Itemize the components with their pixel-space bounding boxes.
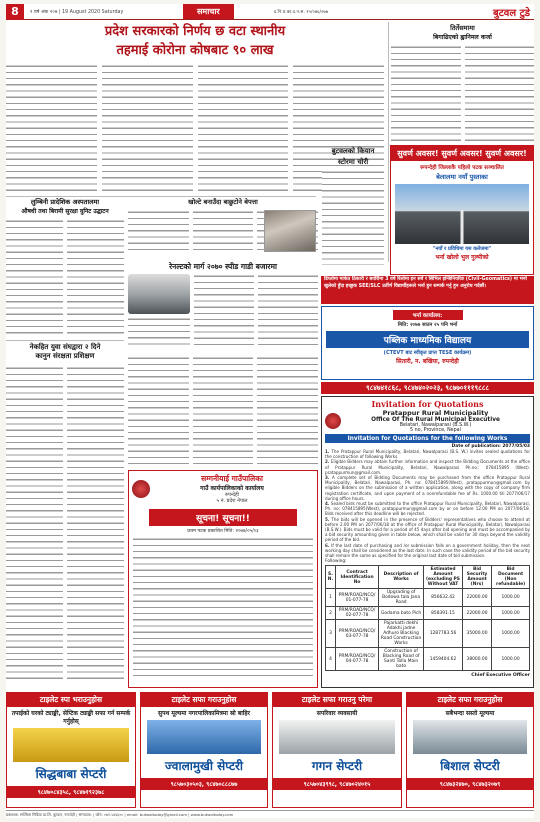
table-cell: 856632.42 [424,589,463,607]
story-headline: नेकहित युवा संघद्वारा २ दिने [29,343,101,351]
truck-image [147,720,261,754]
school-name: पब्लिक माध्यमिक विद्यालय [326,331,529,348]
ad-cta: भर्ना खोलो भुल गुल्मीको [435,254,489,261]
notice-following: Following: [325,559,347,565]
ad-name: बिशाल सेप्टरी [440,759,500,773]
table-cell: Construction of Blacking Road of Santi Tolla Main bato [379,648,424,671]
table-cell: 38000.00 [462,648,491,671]
ad-phone: ९८४७०८४३५८, ९८४७१९२३७८ [7,786,135,798]
notice-para: 1. The Pratappur Rural Municipality, Belatari, Nawalparasi (B.S. W.) invites sealed quotations for the construction of following Works. [325,449,531,460]
table-cell: PRM/ROAD/NCQ/ 04-077-78 [335,648,378,671]
school-subtitle: (CTEVT बाट स्वीकृत प्राप्त TESE कार्यक्रम) [383,350,472,356]
road-image [395,184,529,244]
theft-story-box [322,146,384,266]
works-table [325,565,530,671]
notice-banner: सूचना! सूचना!! [149,509,297,526]
phone-strip: ९८४७४१८६८, ९८४७४०२०२३, ९८७७०१११९८८८ [321,382,534,394]
notice-para: 3. A complete set of Bidding Documents may be purchased from the office Pratappur Rural Municipality, Belatari, Nawalparasi, Ph. no: 078415895(West), pratappurmun@gmail.com by eligible Bidders on the submission of a written application, along with the copy of company firm registration certificate, and upon payment of a nonrefundable fee of Rs. 1000.00 till 2077/06/17 during office hours. [325,475,530,501]
notice-signoff: Chief Executive Officer [471,673,530,679]
story-headline: बुटवलको कियान [331,147,375,155]
registration-number: द.नि.प्र.का.द.न.स. १५/०७६/०७७ [273,9,329,15]
truck-image [413,720,527,754]
table-cell: Pajarkatti dekhi Adakhi jadne Adhuro Blacking Road Construction Works [379,620,424,648]
notice-title: Invitation for Quotations [371,399,484,409]
ad-caption: सपरिवार व्यवसायी [316,710,358,717]
table-cell: 22000.00 [462,589,491,607]
truck-image [279,720,395,754]
text-column [257,356,318,466]
text-column [322,170,384,265]
text-column [465,45,535,145]
table-cell: PRM/ROAD/NCQ/ 03-077-78 [335,620,378,648]
table-row [326,589,530,607]
story-headline: लुम्बिनी प्रादेशिक अस्पतालमा [30,198,100,206]
text-column [193,356,254,466]
story-headline: कानुन संरक्षता प्रशिक्षण [35,352,95,360]
table-cell: Godama bato Pich [379,607,424,620]
notice-date: Date of publication: 2077/05/03 [451,444,530,449]
table-cell: PRM/ROAD/NCQ/ 02-077-78 [335,607,378,620]
notice-para-text: A complete set of Bidding Documents may be purchased from the office Pratappur Rural Municipality, Belatari, Nawalparasi, Ph. no: 078415895(West), pratappurmun@gmail.com by eligible Bidders on the submission of a written application, along with the copy of company firm registration certificate, and upon payment of a nonrefundable fee of Rs. 1000.00 till 2077/06/17 during office hours. [325,475,530,501]
notice-para-text: Sealed bids must be submitted to the office Pratappur Rural Municipality, Belatari, Nawalparasi, Ph. no: 078415895(West), pratappurmun@gmail.com by or on before 12.00 PM on 2077/06/18. Bids received after this deadline will be rejected. [325,501,530,517]
table-cell: 1000.00 [492,620,530,648]
ad-phone: ९८५७०३०५०३, ९८४७०८८८७७ [141,778,267,790]
ad-caption: सबैभन्दा सस्तो मूल्यमा [445,710,495,717]
admission-date: मिति: २०७७ साउन २५ पनि भर्ना [397,322,458,328]
notice-para: 2. Eligible Bidders may obtain further information and inspect the Bidding Documents at the office of Pratappur Rural Municipality, Belatari, Nawalparasi Ph.no.: 078415895 (West). pratappurmun@gmail.com. [325,459,530,475]
text-column [258,274,318,349]
page-footer: प्रकाशक: सञ्चिता मिडिया प्रा.लि. बुटवल, रुपन्देही | सम्पादक: | फोन: ०७१-५४६६०० | email: butwaltoday@gmail.com | www.butwaltoday.com [6,810,534,818]
bottom-ad [272,692,402,808]
table-cell: 22000.00 [462,607,491,620]
notice-province: ५ नं. प्रदेश नेपाल [216,498,248,504]
car-story [128,262,318,352]
table-header: Estimated Amount (excluding PS Without VAT [424,566,463,589]
table-cell: 3 [326,620,336,648]
table-header: Contract Identification No [335,566,378,589]
divider [6,340,124,341]
table-row [326,648,530,671]
table-row [326,607,530,620]
table-cell: 1459404.62 [424,648,463,671]
ad-name: सिद्धबाबा सेप्टरी [35,767,107,781]
story-headline: स्टोरमा चोरी [337,158,369,166]
ad-caption: "नयाँ र प्रविधिमा यस कलेजमा" [432,246,492,252]
school-place: सितारी, न. बखिया, रुपन्देही [396,358,459,365]
news-photo [264,210,316,252]
diploma-strip: डिप्लोमा मार्फत ठिकारी र बयाँरीमा 3 वर्ष रिलोमा इन सर्वे र सिभिल इन्जिनियरिङ (Civil-Geomatics) मा भर्ना खुलेको हुँदा इच्छुक SEE/SLC उर्तीर्ण विद्यार्थीहरूले भर्ना हुन सम्पर्क गर्नु हुन अनुरोध गर्दछौं। [321,276,534,304]
issue-date: १ वर्ष अंक २०७ | 19 August 2020 Saturday [30,9,124,15]
table-cell: 1287783.56 [424,620,463,648]
table-cell: PRM/ROAD/NCQ/ 01-077-78 [335,589,378,607]
newspaper-page [6,4,534,818]
table-cell: 1000.00 [492,589,530,607]
government-emblem-icon [325,413,341,429]
table-header: S. N. [326,566,336,589]
story-headline: रेनल्टको मार्ग २०७० स्पीड गाडी बजारमा [169,262,277,271]
notice-office: गाउँ कार्यपालिकाको कार्यालय [200,485,264,492]
lumbini-story [6,198,124,338]
notice-banner: Invitation for Quotations for the following Works [325,434,530,443]
table-header: Bid Security Amount (Nrs) [462,566,491,589]
notice-province: 5 no, Province, Nepal [410,428,461,433]
text-column [67,366,124,684]
story-headline: औषधी तथा बिरामी सुरक्षा युनिट उद्घाटन [21,208,109,215]
table-header-row [326,566,530,589]
text-column [193,210,254,254]
right-story [391,24,534,144]
notice-para: 5. The bids will be opened in the presence of Bidders' representatives who choose to attend at before 2.00 PM on 2077/06/18 at the office of Pratappur Rural Municipality, Belatari, Nawalparasi (B.S.W.). Bids must be valid for a period of 45 days after bid opening and must be accompanied by a bid security amounting given in table below, which shall be valid for 30 days beyond the validity period of the bid. [325,516,530,543]
page-number: 8 [6,4,24,20]
table-cell: 1000.00 [492,607,530,620]
story-headline: बिगाढिएको ह्वानिमल कर्जा [433,34,492,41]
bottom-ad [406,692,534,808]
school-ad [321,306,534,380]
text-column [128,356,189,466]
notice-text [133,537,313,677]
table-header: Description of Works [379,566,424,589]
ad-phone: ९८५७०४३९९८, ९८४७०२४०१५ [273,778,401,790]
truck-image [13,728,129,762]
ad-line: बेलालमा नयाँ पुस्ताका [436,173,488,181]
text-column [67,219,124,334]
admission-ad [390,145,534,275]
ad-line: रूपन्देही जिल्लाकै पहिलो पटक सञ्चालित [420,165,504,171]
ad-name: गगन सेप्टरी [311,759,363,773]
bottom-ad [140,692,268,808]
government-emblem-icon [132,480,150,498]
ad-bar: टाइलेट सफा गराउनुहोस [141,693,267,707]
column-divider [388,22,389,262]
ad-phone: ९८४७३२४७०, ९८४७३२०७९ [407,778,533,790]
notice-para: 4. Sealed bids must be submitted to the office Pratappur Rural Municipality, Belatari, Nawalparasi, Ph. no: 078415895(West), pratappurmun@gmail.com by or on before 12.00 PM on 2077/06/18. Bids received after this deadline will be rejected. [325,501,530,517]
table-cell: 1000.00 [492,648,530,671]
story-headline: तिर्तेसमामा [450,24,475,32]
quotation-notice [321,396,534,688]
notice-org: Pratappur Rural Municipality [382,409,489,417]
notice-place: रुपन्देही [225,492,239,498]
table-cell: 1 [326,589,336,607]
table-cell: 858391.15 [424,607,463,620]
story-headline: खोल्टे बनाउँदा बाछुटोने बेपत्ता [188,198,258,206]
notice-para-text: If the last date of purchasing and /or submission falls on a government holiday, then the next working day shall be considered as the last date. In such case the validity period of the bid security shall remain the same as specified for the original last date of bid submission. [325,542,530,559]
notice-para-text: The Pratappur Rural Municipality, Belatari, Nawalparasi (B.S. W.) invites sealed quotations for the construction of following Works. [325,449,531,460]
ad-bar: टाइलेट सफा गराउनुहोस [407,693,533,707]
ad-caption: सुपथ मूल्यमा नगरपालिकामित्रमा स्रो बाहिर [158,710,250,717]
newspaper-brand: बुटवल टुडे [493,7,530,19]
notice-place: Belatari, Nawalparasi (B.S.W.) [399,423,472,428]
road-stripe [461,210,464,244]
text-column [6,219,63,334]
notice-para-text: Eligible Bidders may obtain further information and inspect the Bidding Documents at the office of Pratappur Rural Municipality, Belatari, Nawalparasi Ph.no.: 078415895 (West). pratappurmun@gmail.com. [325,459,530,475]
table-cell: 4 [326,648,336,671]
lead-subheadline: तहमाई कोरोना कोषबाट ९० लाख [116,43,274,58]
masthead [6,4,534,20]
car-photo [128,274,190,314]
bottom-ad [6,692,136,808]
lead-headline: प्रदेश सरकारको निर्णय छ वटा स्थानीय [104,24,286,39]
text-column [194,274,254,349]
table-cell: 35000.00 [462,620,491,648]
notice-pubdate: प्रथम पटक प्रकाशित मिति: २०७७/०५/०३ [187,529,259,534]
notice-office: Office Of The Rural Municipal Executive [371,417,500,423]
notice-org: सम्गनीयाई गाउँपालिका [201,474,263,483]
text-column [128,210,189,254]
table-header: Bid Document (Non refundable) [492,566,530,589]
text-column [102,64,193,194]
section-tag: समाचार [183,4,234,19]
text-column [391,45,461,145]
table-cell: Upgrading of Bodowa tala Jana Road [379,589,424,607]
ad-name: ज्वालामुखी सेप्टरी [164,759,244,773]
ad-bar: टाइलेट स्पा भराउनुहोस [7,693,135,707]
text-column [198,64,289,194]
apply-label: भर्ना कार्यालय: [393,310,463,320]
notice-para: 6. If the last date of purchasing and /or submission falls on a government holiday, then the next working day shall be considered as the last date. In such case the validity period of the bid security shall remain the same as specified for the original last date of bid submission. [325,542,530,559]
ad-banner: सुवर्ण अवसर! सुवर्ण अवसर! सुवर्ण अवसर! [391,146,533,161]
table-cell: 2 [326,607,336,620]
table-row [326,620,530,648]
text-column [6,366,63,684]
text-column [128,317,190,349]
gaupalika-notice [128,470,318,688]
text-column [6,64,97,194]
training-story [6,343,124,361]
ad-caption: तपाईको घरको ट्याङ्की, सेप्टिक ट्याङ्की सफा गर्न सम्पर्क गर्नुहोस् [11,710,131,725]
notice-para-text: The bids will be opened in the presence of Bidders' representatives who choose to attend at before 2.00 PM on 2077/06/18 at the office of Pratappur Rural Municipality, Belatari, Nawalparasi (B.S.W.). Bids must be valid for a period of 45 days after bid opening and must be accompanied by a bid security amounting given in table below, which shall be valid for 30 days beyond the validity period of the bid. [325,516,530,543]
ad-bar: टाइलेट सफा गराउनु परेमा [273,693,401,707]
divider [6,196,316,197]
